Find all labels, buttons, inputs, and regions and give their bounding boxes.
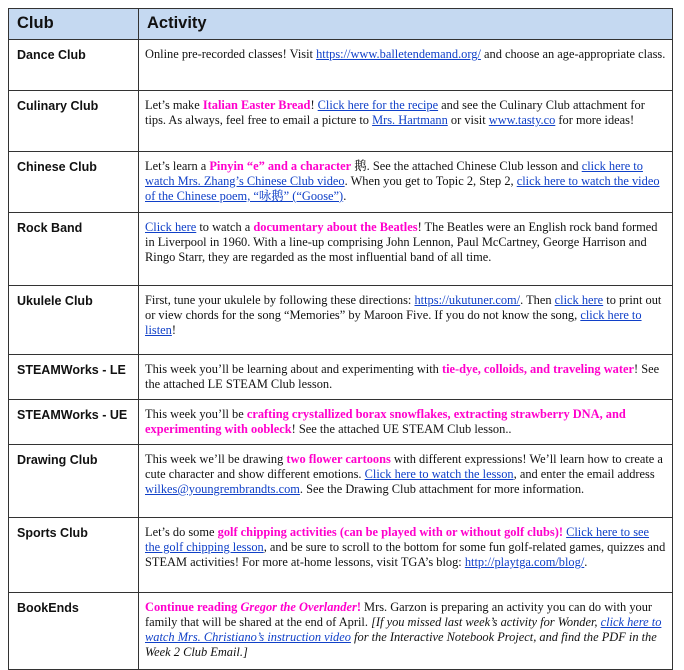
header-club: Club [9, 9, 139, 40]
youngrembrandts-email-link[interactable]: wilkes@youngrembrandts.com [145, 482, 300, 496]
book-title: Gregor the Overlander [240, 600, 357, 614]
activity-text: This week we’ll be drawing [145, 452, 287, 466]
activity-text: This week you’ll be learning about and experimenting with [145, 362, 442, 376]
table-row-steamworks-le [9, 355, 673, 400]
highlight-text: ! [356, 600, 361, 614]
activity-cell [139, 91, 673, 152]
table-row-dance-club [9, 40, 673, 91]
activity-text: to print out or view chords for the song “Memories” by Maroon Five. If you do not know the song, [145, 293, 662, 322]
highlight-text: two flower cartoons [286, 452, 391, 466]
highlight-text: crafting crystallized borax snowflakes, extracting strawberry DNA, and experimenting with oobleck [145, 407, 626, 436]
activity-cell [139, 593, 673, 670]
activity-text: ! See the attached UE STEAM Club lesson.. [291, 422, 512, 436]
ukutuner-link[interactable]: https://ukutuner.com/ [414, 293, 521, 307]
italic-note: for the Interactive Notebook Project, and find the PDF in the Week 2 Club Email.] [145, 630, 657, 659]
highlight-text: Pinyin “e” and a character [209, 159, 352, 173]
activity-text: ! [310, 98, 318, 112]
recipe-link[interactable]: Click here for the recipe [317, 98, 439, 112]
activity-text: and choose an age-appropriate class. [480, 47, 666, 61]
highlight-text: Continue reading [145, 600, 241, 614]
club-name: Culinary Club [9, 91, 139, 152]
chinese-club-video-link[interactable]: click here to watch Mrs. Zhang’s Chinese Club video [145, 159, 643, 188]
ballet-on-demand-link[interactable]: https://www.balletendemand.org/ [316, 47, 481, 61]
table-row-steamworks-ue [9, 400, 673, 445]
activity-text: First, tune your ukulele by following these directions: [145, 293, 415, 307]
activity-text: ! [171, 323, 176, 337]
header-row [9, 9, 673, 40]
activity-text: and see the Culinary Club attachment for tips. As always, feel free to email a picture to [145, 98, 645, 127]
italic-note: [If you missed last week’s activity for Wonder, [371, 615, 601, 629]
activity-text: , and enter the email address [513, 467, 655, 481]
activity-text: Let’s make [145, 98, 203, 112]
header-activity: Activity [139, 9, 673, 40]
activity-text: for more ideas! [555, 113, 635, 127]
highlight-text: golf chipping activities (can be played with or without golf clubs)! [217, 525, 563, 539]
activity-text: . When you get to Topic 2, Step 2, [344, 174, 517, 188]
highlight-text: tie-dye, colloids, and traveling water [441, 362, 634, 376]
drawing-lesson-link[interactable]: Click here to watch the lesson [364, 467, 514, 481]
activity-text: Let’s do some [145, 525, 218, 539]
table-row-rock-band [9, 213, 673, 286]
table-row-drawing-club [9, 445, 673, 518]
activity-cell [139, 518, 673, 593]
table-row-sports-club [9, 518, 673, 593]
activity-text: 鹅. See the attached Chinese Club lesson and [351, 159, 582, 173]
club-activity-table [8, 8, 673, 670]
club-name: Ukulele Club [9, 286, 139, 355]
activity-cell [139, 213, 673, 286]
activity-text: Let’s learn a [145, 159, 210, 173]
chinese-poem-video-link[interactable]: click here to watch the video of the Chinese poem, “咏鹅” (“Goose”) [145, 174, 660, 203]
club-name: Rock Band [9, 213, 139, 286]
club-name: STEAMWorks - LE [9, 355, 139, 400]
activity-text: . See the Drawing Club attachment for more information. [299, 482, 585, 496]
table-row-culinary-club [9, 91, 673, 152]
activity-text: with different expressions! We’ll learn how to create a cute character and show different emotions. [145, 452, 663, 481]
club-name: Drawing Club [9, 445, 139, 518]
tga-blog-link[interactable]: http://playtga.com/blog/ [464, 555, 585, 569]
activity-cell [139, 445, 673, 518]
activity-text: This week you’ll be [145, 407, 247, 421]
table-row-bookends [9, 593, 673, 670]
activity-text: to watch a [196, 220, 254, 234]
club-name: STEAMWorks - UE [9, 400, 139, 445]
activity-text: . [584, 555, 588, 569]
club-name: Chinese Club [9, 152, 139, 213]
listen-song-link[interactable]: click here to listen [145, 308, 642, 337]
activity-text: ! The Beatles were an English rock band formed in Liverpool in 1960. With a line-up comprising John Lennon, Paul McCartney, George Harrison and Ringo Starr, they are regarded as the most influential band of all time. [145, 220, 658, 264]
club-name: BookEnds [9, 593, 139, 670]
instruction-video-link[interactable]: click here to watch Mrs. Christiano’s instruction video [145, 615, 662, 644]
chords-link[interactable]: click here [554, 293, 604, 307]
activity-text: , and be sure to scroll to the bottom for some fun golf-related games, quizzes and STEAM activities! For more at-home lessons, visit TGA’s blog: [145, 540, 666, 569]
activity-cell [139, 286, 673, 355]
highlight-text: documentary about the Beatles [253, 220, 418, 234]
table-row-ukulele-club [9, 286, 673, 355]
activity-text: or visit [447, 113, 489, 127]
table-row-chinese-club [9, 152, 673, 213]
activity-text: ! See the attached LE STEAM Club lesson. [145, 362, 660, 391]
activity-cell [139, 40, 673, 91]
club-name: Dance Club [9, 40, 139, 91]
mrs-hartmann-email-link[interactable]: Mrs. Hartmann [372, 113, 448, 127]
activity-text: . [343, 189, 347, 203]
golf-chipping-lesson-link[interactable]: Click here to see the golf chipping lesson [145, 525, 650, 554]
activity-text: Online pre-recorded classes! Visit [145, 47, 317, 61]
activity-text: . Then [520, 293, 555, 307]
tasty-link[interactable]: www.tasty.co [488, 113, 556, 127]
activity-cell [139, 152, 673, 213]
activity-cell [139, 355, 673, 400]
club-name: Sports Club [9, 518, 139, 593]
activity-cell [139, 400, 673, 445]
beatles-documentary-link[interactable]: Click here [145, 220, 197, 234]
highlight-text: Italian Easter Bread [202, 98, 311, 112]
activity-text: Mrs. Garzon is preparing an activity you can do with your family that will be shared at the end of April. [145, 600, 653, 629]
